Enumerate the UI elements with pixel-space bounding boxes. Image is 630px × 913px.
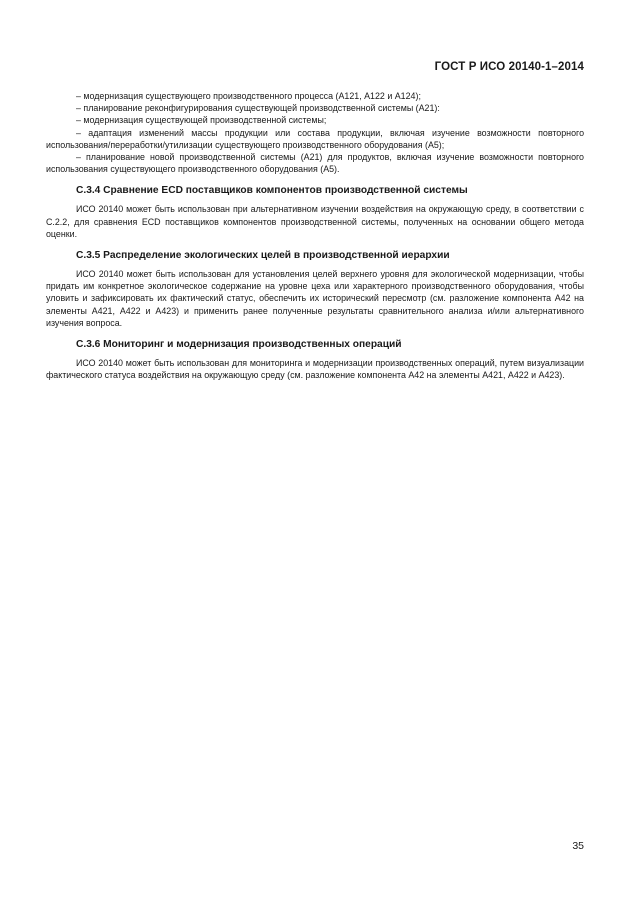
list-item: – планирование новой производственной системы (А21) для продуктов, включая изучение возможности повторного использования существующего производственного оборудования (А5).	[46, 152, 584, 175]
list-item: – планирование реконфигурирования существующей производственной системы (А21):	[76, 103, 440, 114]
document-body	[46, 90, 584, 381]
section-c-3-4	[46, 184, 584, 240]
section-c-3-5	[46, 249, 584, 329]
section-heading: С.3.4 Сравнение ECD поставщиков компонентов производственной системы	[76, 185, 468, 197]
section-paragraph: ИСО 20140 может быть использован для установления целей верхнего уровня для экологической модернизации, чтобы придать им конкретное экологическое содержание на уровне цеха или характерного производственного оборудования, чтобы уловить и зафиксировать их фактический статус, обеспечить их исторический пересмотр (см. разложение компонента А42 на элементы А421, А422 и А423) и применить ранее полученные результаты сравнительного анализа и/или альтернативного изучения вопроса.	[46, 269, 584, 328]
list-item: – модернизация существующего производственного процесса (А121, А122 и А124);	[76, 91, 421, 101]
section-heading: С.3.5 Распределение экологических целей в производственной иерархии	[76, 250, 450, 262]
list-item: – адаптация изменений массы продукции или состава продукции, включая изучение возможности повторного использования/переработки/утилизации существующего производственного оборудования (А5);	[46, 127, 584, 150]
modernization-list	[46, 90, 584, 175]
standard-header: ГОСТ Р ИСО 20140-1–2014	[434, 61, 584, 73]
section-paragraph: ИСО 20140 может быть использован для мониторинга и модернизации производственных операций, путем визуализации фактического статуса воздействия на окружающую среду (см. разложение компонента А42 на элементы А421, А422 и А423).	[46, 358, 584, 381]
page-number: 35	[572, 840, 584, 852]
section-heading: С.3.6 Мониторинг и модернизация производственных операций	[76, 339, 402, 351]
section-c-3-6	[46, 338, 584, 381]
section-paragraph: ИСО 20140 может быть использован при альтернативном изучении воздействия на окружающую среду, в соответствии с С.2.2, для сравнения ECD поставщиков компонентов производственной системы, полученных на основании общего метода оценки.	[46, 204, 584, 239]
list-item: – модернизация существующей производственной системы;	[76, 115, 327, 126]
